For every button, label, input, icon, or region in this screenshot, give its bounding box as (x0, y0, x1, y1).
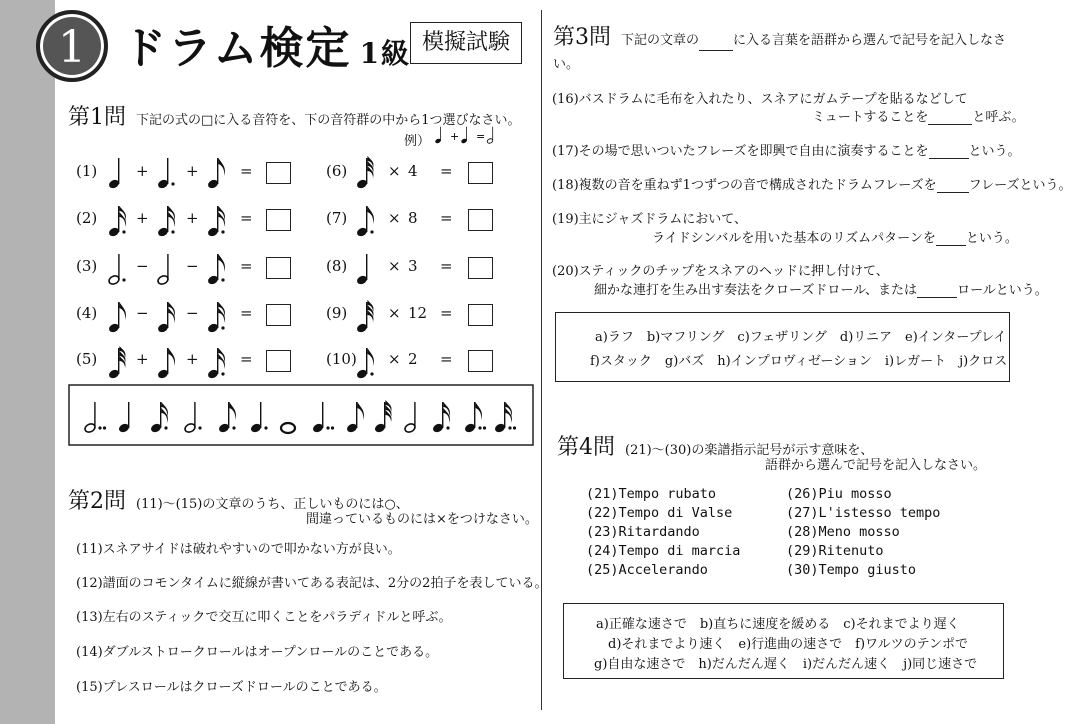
double-dotted-sixteenth-note (494, 402, 516, 434)
equals-sign: = (240, 257, 253, 275)
multiplier: 2 (408, 350, 418, 368)
half-note (404, 402, 417, 434)
q4-label: 第4問 (557, 435, 615, 460)
q1-row-5 (108, 346, 225, 380)
page-title (122, 12, 411, 76)
multiply-sign: × (388, 209, 401, 227)
answer-box-10[interactable] (468, 350, 493, 372)
q3-item-20-line1: (20)スティックのチップをスネアのヘッドに押し付けて、 (552, 264, 889, 279)
quarter-note (356, 254, 369, 286)
q3-item-20-suffix: ロールという。 (957, 283, 1048, 298)
thirty-second-note (108, 346, 126, 380)
answer-box-7[interactable] (468, 209, 493, 231)
q2-item: (15)プレスロールはクローズドロールのことである。 (76, 680, 387, 695)
half-note (157, 254, 170, 286)
q3-item-19-suffix: という。 (965, 231, 1018, 246)
multiply-sign: × (388, 257, 401, 275)
q3-item-18-text: (18)複数の音を重ねず1つずつの音で構成されたドラムフレーズを (552, 178, 937, 193)
equals-sign: = (240, 162, 253, 180)
blank-line (699, 50, 733, 51)
thirty-second-note (356, 300, 374, 334)
operator: + (186, 162, 199, 180)
q1-example (404, 130, 430, 149)
title-text: ドラム検定 (122, 23, 352, 74)
operator: + (136, 209, 149, 227)
q3-item-18 (552, 174, 1072, 193)
tempo-term: (21)Tempo rubato (586, 486, 717, 502)
sixteenth-note (157, 302, 175, 334)
q3-item-16-suffix: と呼ぶ。 (972, 110, 1025, 125)
eighth-note (346, 402, 364, 434)
tempo-term: (27)L'istesso tempo (786, 505, 941, 521)
answer-blank-17[interactable] (929, 158, 969, 159)
q1-row-4 (108, 302, 225, 334)
example-equals: = (476, 130, 486, 143)
q3-item-19-line2 (652, 227, 1018, 246)
mock-exam-badge: 模擬試験 (410, 22, 522, 64)
answer-box-6[interactable] (468, 162, 493, 184)
multiply-sign: × (388, 162, 401, 180)
multiplier: 3 (408, 257, 418, 275)
operator: + (136, 350, 149, 368)
tempo-term: (22)Tempo di Valse (586, 505, 733, 521)
tempo-term: (30)Tempo giusto (786, 562, 917, 578)
dotted-sixteenth-note (432, 402, 450, 434)
example-quarter-note-2 (461, 127, 468, 144)
tempo-term: (24)Tempo di marcia (586, 543, 741, 559)
dotted-quarter-note (157, 158, 175, 190)
q1-row-2 (108, 206, 225, 238)
q3-choices-line1: a)ラフ b)マフリング c)フェザリング d)リニア e)インタープレイ (595, 330, 1007, 345)
grade-label: 1級 (359, 37, 412, 70)
answer-blank-20[interactable] (917, 297, 957, 298)
dotted-sixteenth-note (150, 402, 168, 434)
section-number-badge (36, 10, 108, 82)
example-notes (430, 124, 510, 146)
whole-note (281, 423, 295, 433)
equals-sign: = (240, 209, 253, 227)
equals-sign: = (240, 350, 253, 368)
q3-instruction-b: に入る言葉を語群から選んで記号を記入しなさい。 (553, 33, 1007, 72)
answer-box-5[interactable] (266, 350, 291, 372)
q3-item-17 (552, 140, 1021, 159)
q2-item: (14)ダブルストロークロールはオープンロールのことである。 (76, 645, 439, 660)
q4-instruction-2: 語群から選んで記号を記入しなさい。 (765, 458, 987, 473)
q4-choices-line1: a)正確な速さで b)直ちに速度を緩める c)それまでより遅く (596, 617, 960, 632)
q3-item-19-line1: (19)主にジャズドラムにおいて、 (552, 212, 748, 227)
q3-item-16-text: ミュートすることを (812, 110, 929, 125)
dotted-quarter-note (250, 402, 268, 434)
quarter-note (108, 158, 121, 190)
q4-instruction-1: (21)～(30)の楽譜指示記号が示す意味を、 (625, 443, 874, 458)
q4-choices-line2: d)それまでより速く e)行進曲の速さで f)ワルツのテンポで (608, 637, 969, 652)
answer-blank-18[interactable] (937, 192, 969, 193)
q1-row-number: (3) (76, 257, 98, 275)
tempo-term: (23)Ritardando (586, 524, 700, 540)
dotted-sixteenth-note (207, 206, 225, 238)
q1-row-number: (4) (76, 304, 98, 322)
q3-item-16-line1: (16)バスドラムに毛布を入れたり、スネアにガムテープを貼るなどして (552, 92, 968, 107)
answer-box-4[interactable] (266, 304, 291, 326)
example-half-note (487, 127, 494, 144)
equals-sign: = (440, 304, 453, 322)
equals-sign: = (440, 209, 453, 227)
multiply-sign: × (388, 304, 401, 322)
q1-label: 第1問 (68, 105, 126, 130)
operator: + (186, 350, 199, 368)
dotted-half-note (108, 254, 126, 286)
operator: − (136, 257, 149, 275)
thirty-second-note (356, 156, 374, 190)
note-bank (68, 384, 534, 446)
equals-sign: = (440, 350, 453, 368)
dotted-eighth-note (356, 206, 374, 238)
q3-item-20-line2 (594, 279, 1048, 298)
q1-row-1 (108, 158, 225, 190)
q1-row-3 (108, 254, 225, 286)
q1-row-number: (1) (76, 162, 98, 180)
multiplier: 12 (408, 304, 428, 322)
multiplier: 4 (408, 162, 418, 180)
operator: − (186, 257, 199, 275)
q2-instruction-1: (11)～(15)の文章のうち、正しいものには○、 (136, 497, 409, 512)
q1-row-number: (10) (326, 350, 357, 368)
answer-box-1[interactable] (266, 162, 291, 184)
q1-row-number: (8) (326, 257, 348, 275)
q3-choices-line2: f)スタック g)バズ h)インプロヴィゼーション i)レガート j)クロス (590, 354, 1008, 369)
answer-box-2[interactable] (266, 209, 291, 231)
q1-row-number: (7) (326, 209, 348, 227)
equals-sign: = (440, 162, 453, 180)
operator: + (186, 209, 199, 227)
eighth-note (157, 348, 175, 380)
dotted-eighth-note (356, 348, 374, 380)
q1-instruction: 下記の式の□に入る音符を、下の音符群の中から1つ選びなさい。 (136, 113, 521, 128)
q3-header (553, 20, 1024, 73)
operator: + (136, 162, 149, 180)
q3-item-20-text: 細かな連打を生み出す奏法をクローズドロール、または (594, 283, 918, 298)
dotted-eighth-note (218, 402, 236, 434)
dotted-sixteenth-note (207, 348, 225, 380)
column-divider (541, 10, 542, 710)
q1-row-number: (2) (76, 209, 98, 227)
dotted-sixteenth-note (108, 206, 126, 238)
example-label: 例） (404, 134, 431, 149)
q1-row-number: (9) (326, 304, 348, 322)
answer-box-3[interactable] (266, 257, 291, 279)
equals-sign: = (440, 257, 453, 275)
operator: − (136, 304, 149, 322)
dotted-half-note (184, 402, 202, 434)
q2-label: 第2問 (68, 489, 126, 514)
double-dotted-quarter-note (312, 402, 334, 434)
eighth-note (108, 302, 126, 334)
operator: − (186, 304, 199, 322)
multiply-sign: × (388, 350, 401, 368)
thirty-second-note (374, 400, 392, 434)
q1-row-number: (5) (76, 350, 98, 368)
equals-sign: = (240, 304, 253, 322)
q2-instruction-2: 間違っているものには×をつけなさい。 (306, 512, 538, 527)
example-plus: + (450, 130, 460, 143)
answer-blank-16[interactable] (928, 124, 972, 125)
dotted-sixteenth-note (157, 206, 175, 238)
tempo-term: (25)Accelerando (586, 562, 708, 578)
section-number: 1 (58, 22, 86, 73)
q2-item: (13)左右のスティックで交互に叩くことをパラディドルと呼ぶ。 (76, 610, 452, 625)
left-margin-bar (0, 0, 55, 724)
q3-item-17-text: (17)その場で思いついたフレーズを即興で自由に演奏することを (552, 144, 929, 159)
tempo-term: (28)Meno mosso (786, 524, 900, 540)
dotted-sixteenth-note (207, 302, 225, 334)
answer-blank-19[interactable] (936, 245, 966, 246)
q3-item-19-text: ライドシンバルを用いた基本のリズムパターンを (652, 231, 936, 246)
q3-instruction-a: 下記の文章の (621, 33, 700, 48)
q2-item: (11)スネアサイドは破れやすいので叩かない方が良い。 (76, 542, 401, 557)
q3-item-17-suffix: という。 (968, 144, 1021, 159)
quarter-note (118, 402, 131, 434)
q3-item-18-suffix: フレーズという。 (968, 178, 1072, 193)
answer-box-9[interactable] (468, 304, 493, 326)
dotted-eighth-note (207, 254, 225, 286)
eighth-note (207, 158, 225, 190)
q3-item-16-line2 (812, 106, 1025, 125)
q1-row-number: (6) (326, 162, 348, 180)
double-dotted-eighth-note (464, 402, 486, 434)
answer-box-8[interactable] (468, 257, 493, 279)
tempo-term: (26)Piu mosso (786, 486, 892, 502)
q2-item: (12)譜面のコモンタイムに縦線が書いてある表記は、2分の2拍子を表している。 (76, 576, 548, 591)
tempo-term: (29)Ritenuto (786, 543, 884, 559)
q3-choice-box (555, 312, 1010, 382)
multiplier: 8 (408, 209, 418, 227)
example-quarter-note (435, 127, 442, 144)
q3-label: 第3問 (553, 25, 611, 50)
double-dotted-half-note (84, 402, 106, 434)
q4-choices-line3: g)自由な速さで h)だんだん遅く i)だんだん速く j)同じ速さで (594, 657, 978, 672)
